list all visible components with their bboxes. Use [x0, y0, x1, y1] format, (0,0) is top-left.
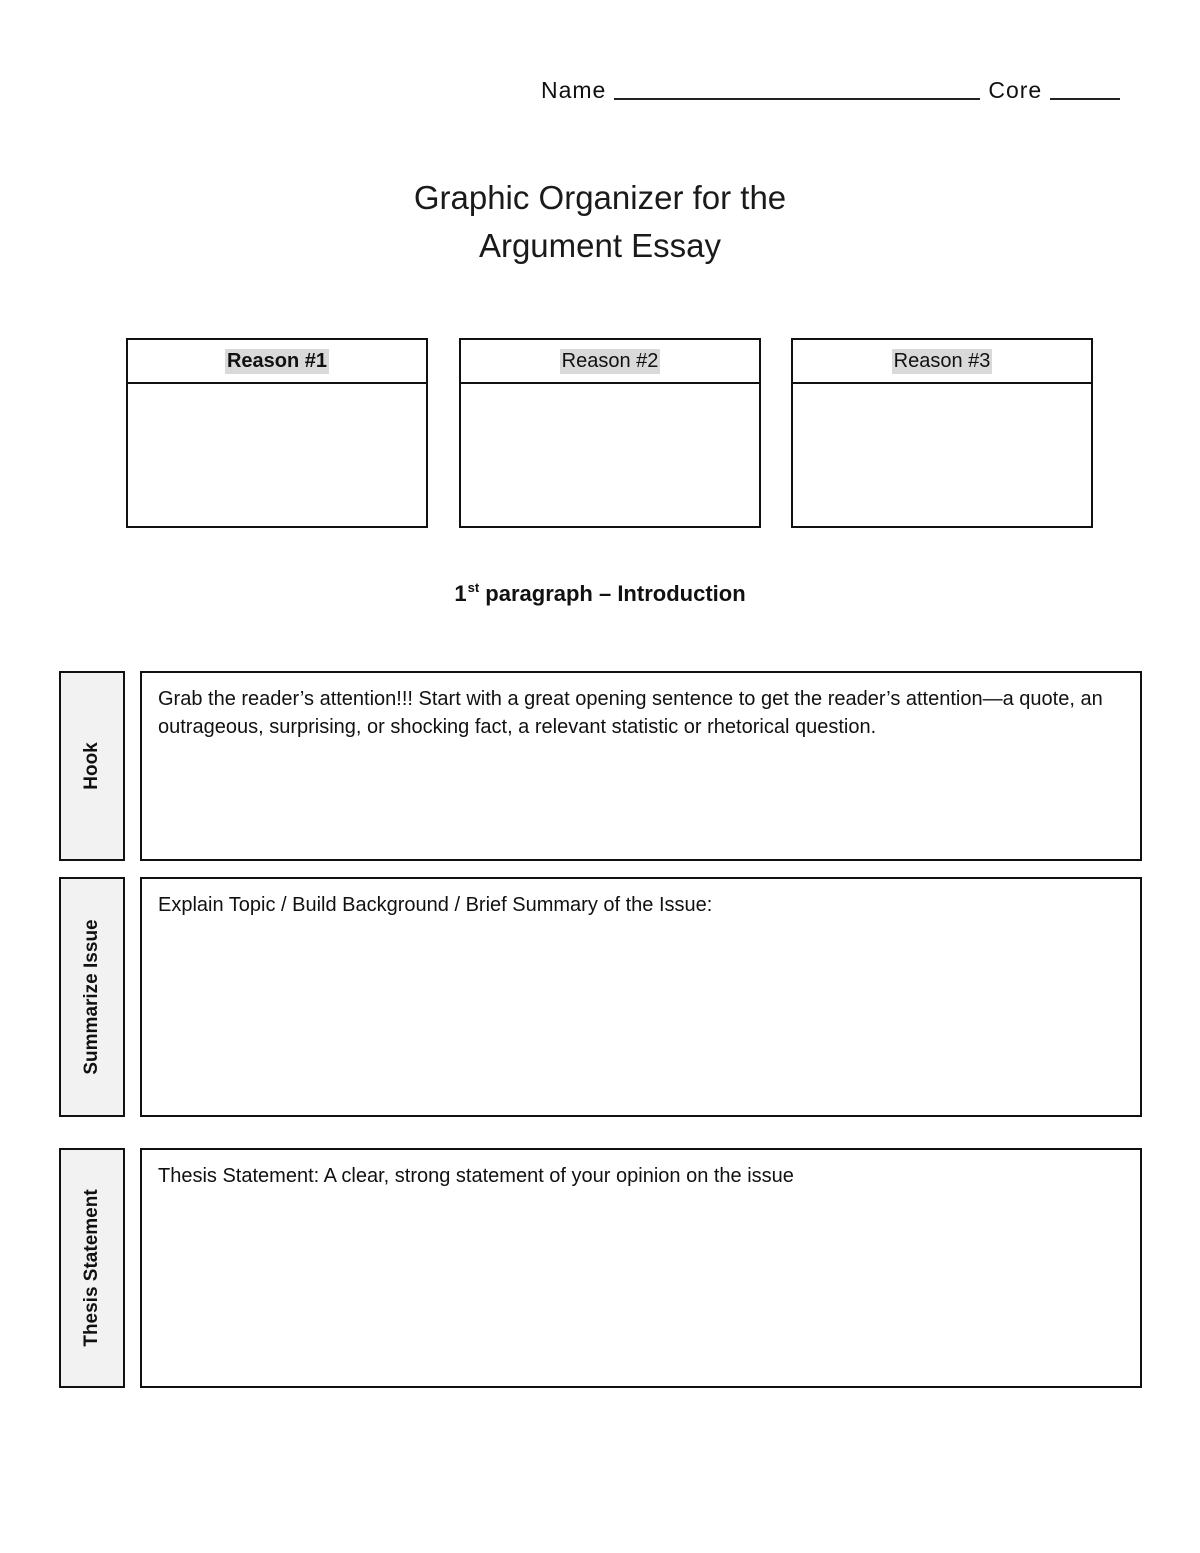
core-label: Core — [988, 77, 1043, 103]
title-line-2: Argument Essay — [478, 227, 722, 264]
page-title — [0, 174, 1200, 270]
hook-box[interactable] — [140, 671, 1142, 861]
title-line-1: Graphic Organizer for the — [413, 179, 787, 216]
reason-label-3: Reason #3 — [893, 349, 991, 372]
name-label: Name — [541, 77, 607, 103]
reason-box-2[interactable] — [459, 338, 761, 528]
reason-label-2: Reason #2 — [561, 349, 659, 372]
reason-header-1 — [128, 340, 426, 384]
core-field[interactable] — [1050, 74, 1120, 100]
paragraph-number: 1 — [454, 581, 467, 606]
summarize-side-label — [59, 877, 125, 1117]
thesis-label: Thesis Statement — [81, 1189, 102, 1347]
thesis-box[interactable] — [140, 1148, 1142, 1388]
hook-prompt: Grab the reader’s attention!!! Start with a great opening sentence to get the reader’s attention—a quote, an outrageous, surprising, or shocking fact, a relevant statistic or rhetorical question. — [158, 688, 1103, 738]
paragraph-ordinal-suffix: st — [467, 580, 480, 595]
hook-label: Hook — [81, 742, 102, 790]
name-core-header — [541, 74, 1141, 108]
reason-box-3[interactable] — [791, 338, 1093, 528]
summarize-box[interactable] — [140, 877, 1142, 1117]
paragraph-heading-text: paragraph – Introduction — [485, 581, 746, 606]
reason-header-2 — [461, 340, 759, 384]
paragraph-heading — [0, 580, 1200, 607]
summarize-label: Summarize Issue — [81, 919, 102, 1075]
thesis-side-label — [59, 1148, 125, 1388]
reason-label-1: Reason #1 — [226, 349, 328, 372]
name-field[interactable] — [614, 74, 980, 100]
reason-header-3 — [793, 340, 1091, 384]
summarize-prompt: Explain Topic / Build Background / Brief Summary of the Issue: — [158, 894, 713, 916]
thesis-prompt: Thesis Statement: A clear, strong statement of your opinion on the issue — [158, 1165, 794, 1187]
reason-box-1[interactable] — [126, 338, 428, 528]
hook-side-label — [59, 671, 125, 861]
